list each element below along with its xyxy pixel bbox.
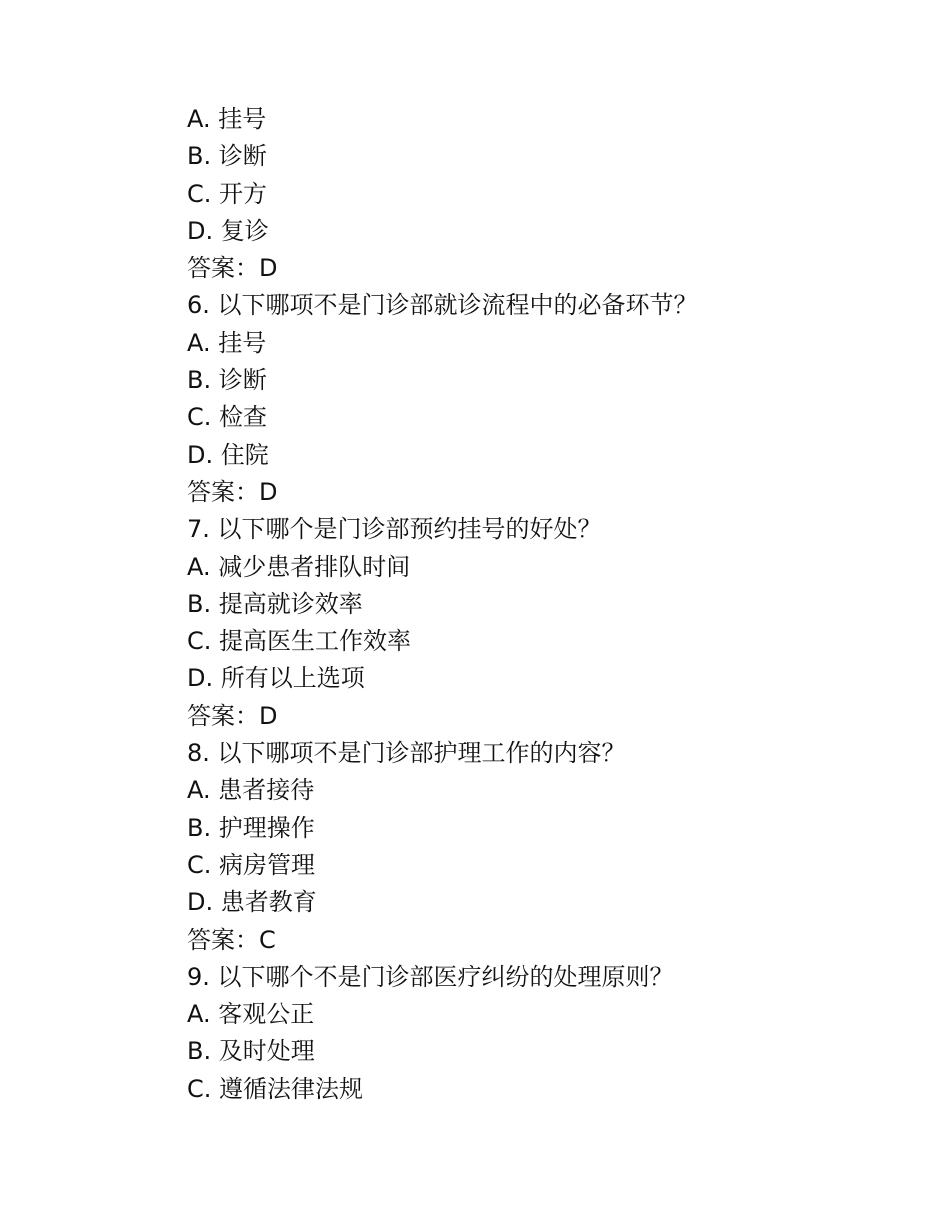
option-a: A. 减少患者排队时间 bbox=[187, 552, 411, 581]
option-a: A. 挂号 bbox=[187, 105, 267, 133]
option-b: B. 及时处理 bbox=[187, 1037, 315, 1066]
option-c: C. 开方 bbox=[187, 179, 268, 208]
option-a: A. 挂号 bbox=[187, 328, 267, 357]
option-d: D. 患者教育 bbox=[187, 888, 317, 917]
option-c: C. 遵循法律法规 bbox=[187, 1074, 364, 1103]
answer: 答案：D bbox=[187, 701, 278, 730]
answer: 答案：C bbox=[187, 925, 276, 954]
question-9: 9. 以下哪个不是门诊部医疗纠纷的处理原则？ bbox=[187, 962, 674, 991]
option-c: C. 检查 bbox=[187, 403, 268, 432]
option-c: C. 提高医生工作效率 bbox=[187, 627, 412, 656]
option-b: B. 提高就诊效率 bbox=[187, 589, 363, 618]
question-8: 8. 以下哪项不是门诊部护理工作的内容？ bbox=[187, 739, 626, 768]
option-b: B. 诊断 bbox=[187, 366, 267, 395]
question-6: 6. 以下哪项不是门诊部就诊流程中的必备环节？ bbox=[187, 291, 698, 320]
option-a: A. 客观公正 bbox=[187, 1000, 315, 1029]
option-d: D. 复诊 bbox=[187, 216, 269, 245]
option-b: B. 护理操作 bbox=[187, 813, 315, 842]
option-a: A. 患者接待 bbox=[187, 776, 315, 805]
option-c: C. 病房管理 bbox=[187, 850, 316, 879]
question-7: 7. 以下哪个是门诊部预约挂号的好处？ bbox=[187, 515, 602, 544]
document-page bbox=[187, 101, 887, 1108]
answer: 答案：D bbox=[187, 254, 278, 283]
option-d: D. 所有以上选项 bbox=[187, 664, 365, 693]
option-b: B. 诊断 bbox=[187, 142, 267, 171]
option-d: D. 住院 bbox=[187, 440, 269, 469]
answer: 答案：D bbox=[187, 477, 278, 506]
